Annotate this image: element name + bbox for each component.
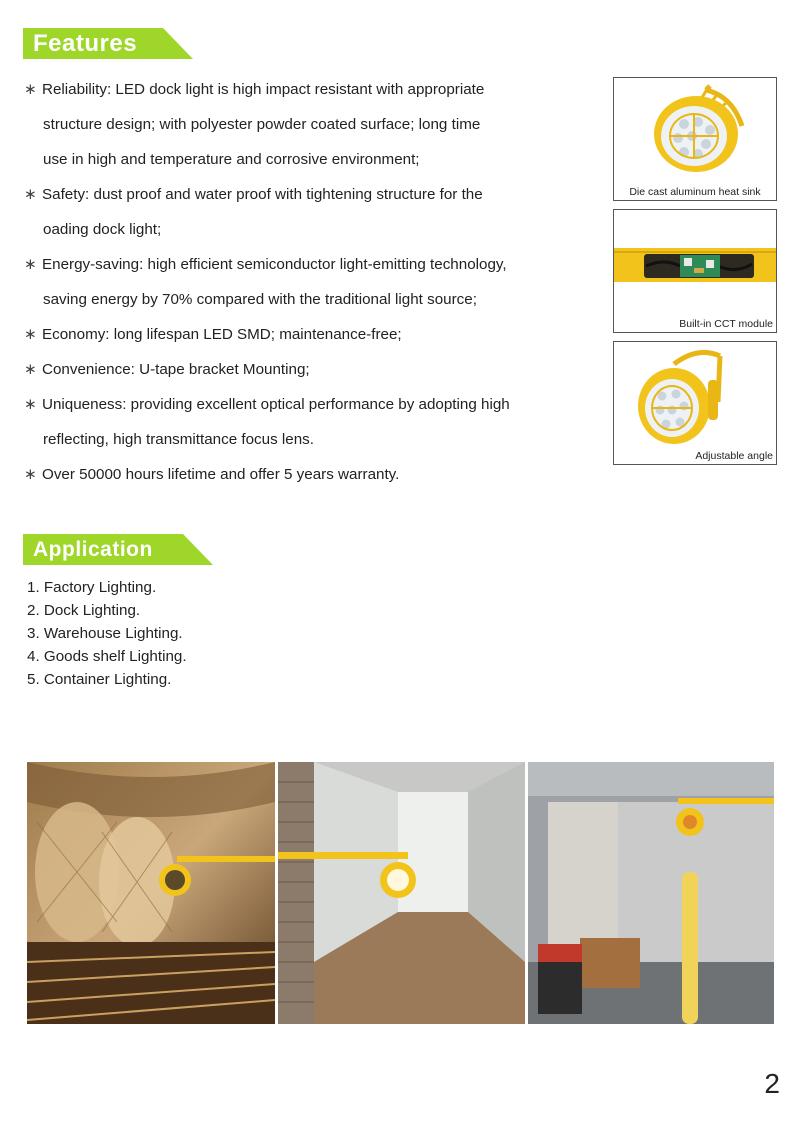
- feature-text: structure design; with polyester powder coated surface; long time: [43, 116, 481, 133]
- feature-text: oading dock light;: [43, 221, 162, 238]
- application-item: 5. Container Lighting.: [27, 671, 172, 688]
- feature-text: Energy-saving: high efficient semiconductor light-emitting technology,: [42, 256, 507, 273]
- heat-sink-caption: Die cast aluminum heat sink: [629, 186, 761, 198]
- page-number: 2: [764, 1068, 780, 1099]
- loading-dock-scene-photo: [528, 762, 774, 1024]
- asterisk-bullet-icon: ∗: [24, 81, 37, 98]
- cct-module-photo: [613, 209, 777, 333]
- feature-text: reflecting, high transmittance focus lens.: [43, 431, 314, 448]
- heat-sink-photo: [613, 77, 777, 201]
- features-heading-tag: [23, 28, 195, 60]
- warehouse-tunnel-image: [27, 762, 275, 1024]
- feature-item: [24, 72, 604, 107]
- factory-scene-photo: [27, 762, 275, 1024]
- dock-light-fixture-image: [614, 78, 777, 188]
- feature-item: [24, 387, 604, 422]
- asterisk-bullet-icon: ∗: [24, 326, 37, 343]
- adjustable-angle-caption: Adjustable angle: [695, 450, 773, 462]
- asterisk-bullet-icon: ∗: [24, 256, 37, 273]
- feature-item-continuation: [24, 142, 604, 177]
- feature-item-continuation: [24, 107, 604, 142]
- feature-text: Uniqueness: providing excellent optical performance by adopting high: [42, 396, 510, 413]
- adjustable-angle-photo: [613, 341, 777, 465]
- container-scene-photo: [278, 762, 525, 1024]
- features-heading: Features: [33, 30, 138, 57]
- feature-item: [24, 247, 604, 282]
- application-heading: Application: [33, 538, 153, 561]
- application-item: 2. Dock Lighting.: [27, 602, 141, 619]
- feature-text: Over 50000 hours lifetime and offer 5 years warranty.: [42, 466, 400, 483]
- application-list: [27, 576, 187, 691]
- feature-item: [24, 457, 604, 492]
- application-item: 3. Warehouse Lighting.: [27, 625, 183, 642]
- cct-module-caption: Built-in CCT module: [679, 318, 773, 330]
- feature-text: Reliability: LED dock light is high impact resistant with appropriate: [42, 81, 485, 98]
- asterisk-bullet-icon: ∗: [24, 466, 37, 483]
- application-item: 1. Factory Lighting.: [27, 579, 157, 596]
- feature-text: use in high and temperature and corrosive environment;: [43, 151, 420, 168]
- feature-text: Economy: long lifespan LED SMD; maintenance-free;: [42, 326, 402, 343]
- application-item: 4. Goods shelf Lighting.: [27, 648, 187, 665]
- angled-fixture-image: [614, 342, 777, 452]
- loading-dock-image: [528, 762, 774, 1024]
- asterisk-bullet-icon: ∗: [24, 186, 37, 203]
- asterisk-bullet-icon: ∗: [24, 396, 37, 413]
- feature-item-continuation: [24, 282, 604, 317]
- container-interior-image: [278, 762, 525, 1024]
- feature-item: [24, 177, 604, 212]
- cct-module-image: [614, 210, 777, 310]
- feature-item: [24, 352, 604, 387]
- feature-item: [24, 317, 604, 352]
- feature-text: saving energy by 70% compared with the traditional light source;: [43, 291, 477, 308]
- asterisk-bullet-icon: ∗: [24, 361, 37, 378]
- application-heading-tag: [23, 534, 215, 566]
- feature-text: Convenience: U-tape bracket Mounting;: [42, 361, 310, 378]
- feature-item-continuation: [24, 212, 604, 247]
- feature-text: Safety: dust proof and water proof with tightening structure for the: [42, 186, 483, 203]
- features-list: [24, 72, 604, 492]
- feature-item-continuation: [24, 422, 604, 457]
